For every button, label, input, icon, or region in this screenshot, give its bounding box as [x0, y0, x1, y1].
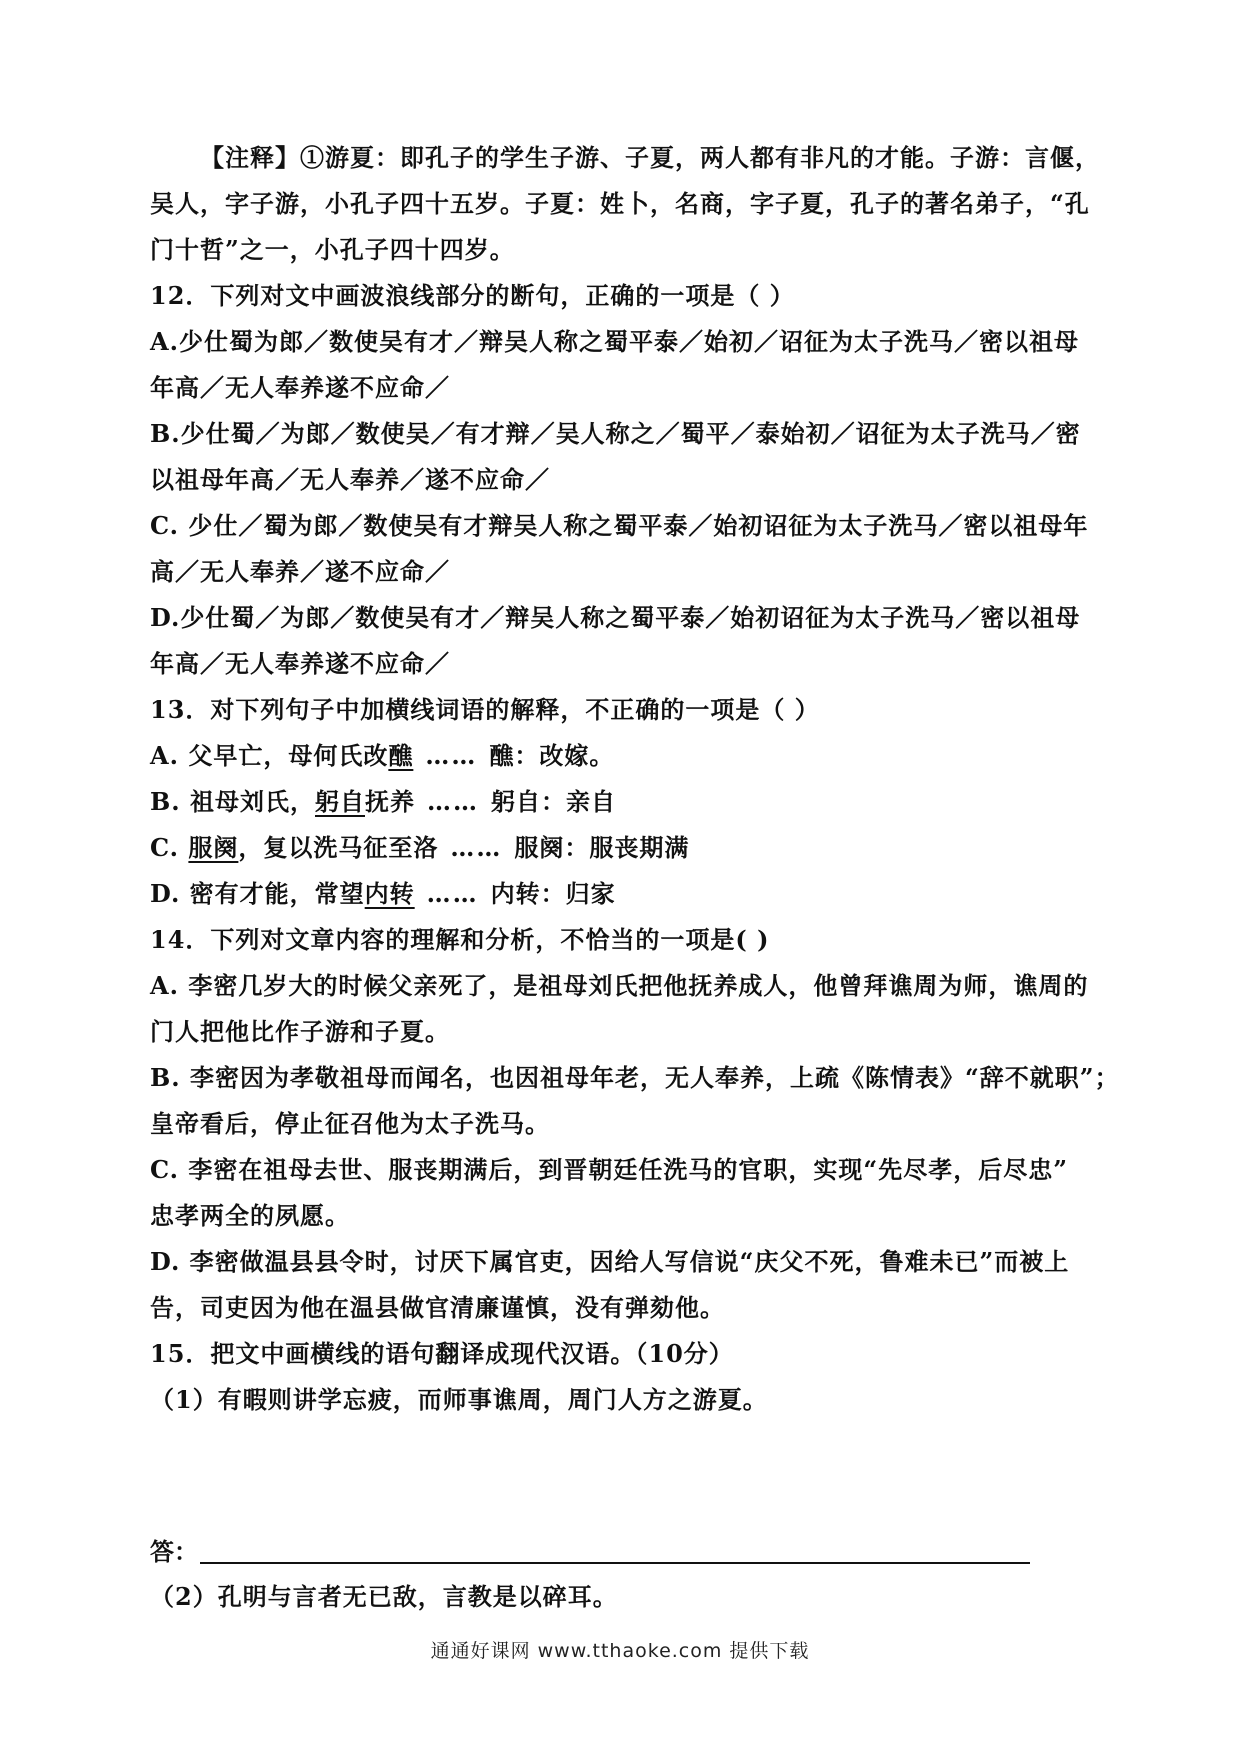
q13-a-underlined-word: 醮	[388, 741, 414, 770]
q15-answer-label: 答：	[150, 1537, 198, 1566]
q13-option-c	[150, 831, 1110, 865]
q13-d-explanation: 内转：归家	[490, 879, 616, 908]
q12-option-b-line-2: 以祖母年高／无人奉养／遂不应命／	[150, 465, 550, 494]
q12-option-d-line-1: D.少仕蜀／为郎／数使吴有才／辩吴人称之蜀平泰／始初诏征为太子洗马／密以祖母	[150, 603, 1081, 632]
q14-option-c-line-1: C. 李密在祖母去世、服丧期满后，到晋朝廷任洗马的官职，实现“先尽孝，后尽忠”	[150, 1155, 1068, 1184]
q13-a-sentence: A. 父早亡，母何氏改	[150, 741, 389, 770]
q14-option-b-line-1: B. 李密因为孝敬祖母而闻名，也因祖母年老，无人奉养，上疏《陈情表》“辞不就职”；	[150, 1063, 1120, 1092]
q15-sentence-1: （1）有暇则讲学忘疲，而师事谯周，周门人方之游夏。	[150, 1385, 768, 1414]
footer-source: 通通好课网 www.tthaoke.com 提供下载	[430, 1640, 810, 1662]
q12-option-a-line-1: A.少仕蜀为郎／数使吴有才／辩吴人称之蜀平泰／始初／诏征为太子洗马／密以祖母	[150, 327, 1079, 356]
q12-stem: 12．下列对文中画波浪线部分的断句，正确的一项是（ ）	[150, 281, 795, 310]
q13-option-a	[150, 739, 1110, 773]
q12-option-c-line-1: C. 少仕／蜀为郎／数使吴有才辩吴人称之蜀平泰／始初诏征为太子洗马／密以祖母年	[150, 511, 1089, 540]
q13-d-underlined-word: 内转	[364, 879, 415, 908]
q12-option-d-line-2: 年高／无人奉养遂不应命／	[150, 649, 450, 678]
q14-option-b-line-2: 皇帝看后，停止征召他为太子洗马。	[150, 1109, 550, 1138]
q13-option-b	[150, 785, 1110, 819]
q13-d-sentence: D. 密有才能，常望	[150, 879, 365, 908]
q15-sentence-2: （2）孔明与言者无已敌，言教是以碎耳。	[150, 1582, 618, 1611]
q13-d-dots: ……	[426, 879, 479, 908]
note-line-2: 吴人，字子游，小孔子四十五岁。子夏：姓卜，名商，字子夏，孔子的著名弟子，“孔	[150, 189, 1090, 218]
q12-option-a-line-2: 年高／无人奉养遂不应命／	[150, 373, 450, 402]
q14-option-c-line-2: 忠孝两全的夙愿。	[150, 1201, 350, 1230]
q13-c-dots: ……	[450, 833, 503, 862]
q14-option-d-line-1: D. 李密做温县县令时，讨厌下属官吏，因给人写信说“庆父不死，鲁难未已”而被上	[150, 1247, 1070, 1276]
q12-option-b-line-1: B.少仕蜀／为郎／数使吴／有才辩／吴人称之／蜀平／泰始初／诏征为太子洗马／密	[150, 419, 1081, 448]
q13-c-underlined-word: 服阕	[188, 833, 239, 862]
q13-b-underlined-word: 躬自	[315, 787, 365, 816]
q13-stem: 13．对下列句子中加横线词语的解释，不正确的一项是（ ）	[150, 695, 820, 724]
q14-option-a-line-1: A. 李密几岁大的时候父亲死了，是祖母刘氏把他抚养成人，他曾拜谯周为师，谯周的	[150, 971, 1089, 1000]
q13-b-explanation: 躬自：亲自	[491, 787, 616, 816]
q13-c-explanation: 服阕：服丧期满	[514, 833, 690, 862]
q14-option-a-line-2: 门人把他比作子游和子夏。	[150, 1017, 450, 1046]
q13-c-sentence-end: ，复以洗马征至洛	[238, 833, 439, 862]
q13-b-sentence-end: 抚养	[365, 787, 415, 816]
q13-b-dots: ……	[427, 787, 479, 816]
q13-b-sentence: B. 祖母刘氏，	[150, 787, 315, 816]
q13-c-letter: C.	[150, 833, 189, 862]
note-line-1: 【注释】①游夏：即孔子的学生子游、子夏，两人都有非凡的才能。子游：言偃，	[200, 143, 1100, 172]
q12-option-c-line-2: 高／无人奉养／遂不应命／	[150, 557, 450, 586]
q13-a-explanation: 醮：改嫁。	[489, 741, 615, 770]
note-line-3: 门十哲”之一，小孔子四十四岁。	[150, 235, 515, 264]
q15-stem: 15．把文中画横线的语句翻译成现代汉语。（10分）	[150, 1339, 734, 1368]
q14-option-d-line-2: 告，司吏因为他在温县做官清廉谨慎，没有弹劾他。	[150, 1293, 725, 1322]
q13-a-dots: ……	[425, 741, 478, 770]
q13-option-d	[150, 877, 1110, 911]
q15-answer-line[interactable]	[200, 1562, 1030, 1564]
q14-stem: 14．下列对文章内容的理解和分析，不恰当的一项是( )	[150, 925, 770, 954]
